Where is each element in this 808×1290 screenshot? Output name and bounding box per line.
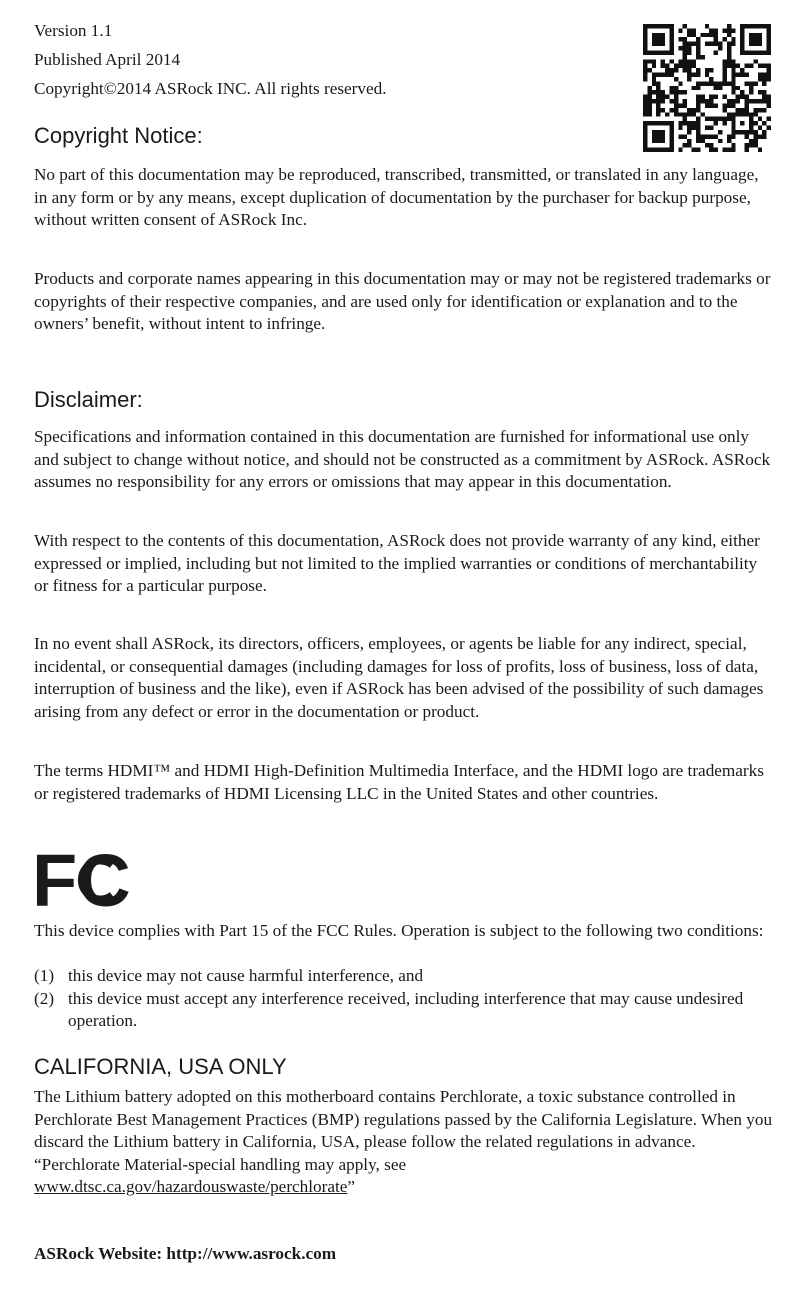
asrock-website-text: ASRock Website: http://www.asrock.com	[34, 1244, 337, 1263]
perchlorate-quote	[34, 1154, 774, 1199]
version-text: Version 1.1	[34, 21, 113, 40]
list-item	[34, 965, 774, 988]
perchlorate-quote-text: “Perchlorate Material-special handling may apply, see	[34, 1154, 407, 1174]
fcc-intro-text: This device complies with Part 15 of the FCC Rules. Operation is subject to the following two conditions:	[34, 921, 764, 940]
california-heading: CALIFORNIA, USA ONLY	[34, 1054, 287, 1079]
qr-code-icon	[643, 24, 771, 152]
condition-number: (1)	[34, 966, 55, 985]
document-meta	[34, 20, 624, 107]
fcc-conditions-list	[34, 965, 774, 1033]
list-item	[34, 988, 774, 1033]
disclaimer-paragraph-4: The terms HDMI™ and HDMI High-Definition Multimedia Interface, and the HDMI logo are trademarks or registered trademarks of HDMI Licensing LLC in the United States and other countries.	[34, 761, 764, 803]
disclaimer-paragraph-3: In no event shall ASRock, its directors, officers, employees, or agents be liable for any indirect, special, incidental, or consequential damages (including damages for loss of profits, loss of business, loss of data, interruption of business and the like), even if ASRock has been advised of the possibility of such damages arising from any defect or error in the documentation or product.	[34, 634, 764, 721]
copyright-paragraph-1: No part of this documentation may be reproduced, transcribed, transmitted, or translated in any language, in any form or by any means, except duplication of documentation by the purchaser for backup purpose, without written consent of ASRock Inc.	[34, 165, 759, 229]
california-body-text: The Lithium battery adopted on this motherboard contains Perchlorate, a toxic substance controlled in Perchlorate Best Management Practices (BMP) regulations passed by the California Legislature. When you discard the Lithium battery in California, USA, please follow the related regulations in advance.	[34, 1087, 773, 1151]
california-section	[34, 1086, 774, 1199]
condition-text: this device must accept any interference received, including interference that may cause undesired operation.	[68, 988, 744, 1030]
condition-text: this device may not cause harmful interference, and	[68, 966, 424, 985]
disclaimer-paragraph-1: Specifications and information contained in this documentation are furnished for informational use only and subject to change without notice, and should not be constructed as a commitment by ASRock. ASRock assumes no responsibility for any errors or omissions that may appear in this documentation.	[34, 427, 771, 491]
fcc-logo-text: FC	[32, 839, 131, 922]
condition-number: (2)	[34, 988, 55, 1008]
fcc-logo-icon	[32, 839, 131, 922]
copyright-paragraph-2: Products and corporate names appearing in this documentation may or may not be registered trademarks or copyrights of their respective companies, and are used only for identification or explanation and to the owners’ benefit, without intent to infringe.	[34, 269, 771, 333]
disclaimer-paragraph-2: With respect to the contents of this documentation, ASRock does not provide warranty of any kind, either expressed or implied, including but not limited to the implied warranties or conditions of merchantability or fitness for a particular purpose.	[34, 531, 760, 595]
perchlorate-link[interactable]: www.dtsc.ca.gov/hazardouswaste/perchlorate	[34, 1177, 348, 1196]
published-text: Published April 2014	[34, 50, 181, 69]
disclaimer-heading: Disclaimer:	[34, 387, 143, 412]
copyright-notice-heading: Copyright Notice:	[34, 123, 203, 148]
copyright-text: Copyright©2014 ASRock INC. All rights reserved.	[34, 79, 387, 98]
quote-close: ”	[347, 1177, 356, 1196]
